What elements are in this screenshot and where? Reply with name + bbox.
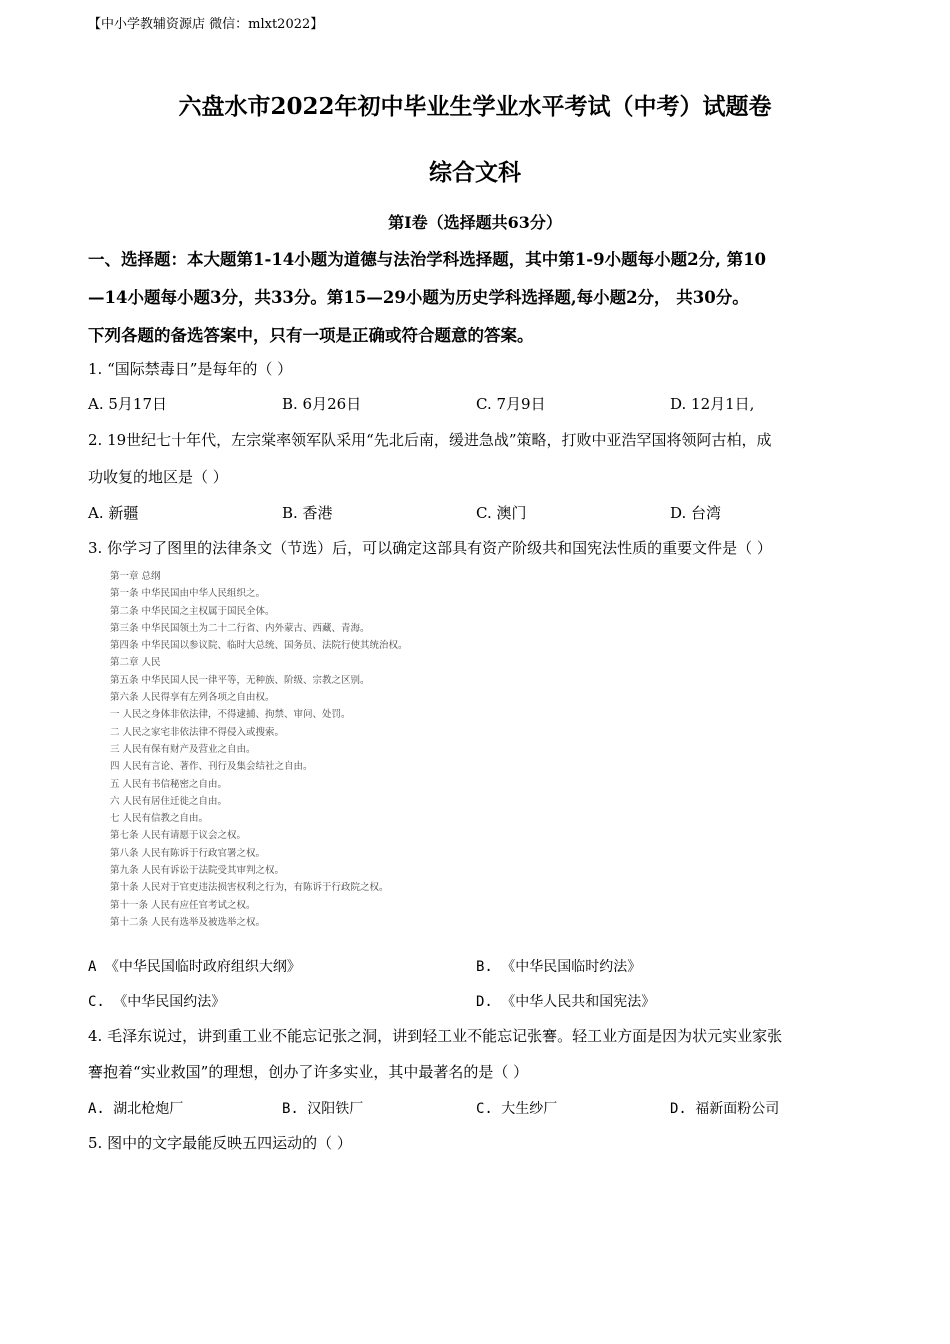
exam-subtitle: 综合文科 xyxy=(429,159,521,186)
law-line: 第十二条 人民有选举及被选举之权。 xyxy=(110,916,266,928)
law-line: 第九条 人民有诉讼于法院受其审判之权。 xyxy=(110,865,285,877)
law-line: 第七条 人民有请愿于议会之权。 xyxy=(110,830,247,842)
law-line: 三 人民有保有财产及营业之自由。 xyxy=(110,743,256,755)
law-line: 第三条 中华民国领土为二十二行省、内外蒙古、西藏、青海。 xyxy=(110,622,370,634)
question-3-stem: 3. 你学习了图里的法律条文（节选）后，可以确定这部具有资产阶级共和国宪法性质的重要文件是（ ） xyxy=(88,539,772,557)
law-line: 第一条 中华民国由中华人民组织之。 xyxy=(110,588,266,600)
question-2-stem: 功收复的地区是（ ） xyxy=(88,468,228,486)
law-line: 第二章 人民 xyxy=(110,657,161,669)
law-line: 四 人民有言论、著作、刊行及集会结社之自由。 xyxy=(110,761,313,773)
question-1-stem: 1. “国际禁毒日”是每年的（ ） xyxy=(88,360,293,378)
instruction-line: 下列各题的备选答案中，只有一项是正确或符合题意的答案。 xyxy=(88,326,534,345)
law-line: 六 人民有居住迁徙之自由。 xyxy=(110,795,228,807)
law-line: 一 人民之身体非依法律，不得逮捕、拘禁、审问、处罚。 xyxy=(110,709,351,721)
instruction-line: 一、选择题：本大题第1-14小题为道德与法治学科选择题，其中第1-9小题每小题2分, 第10 xyxy=(88,250,767,269)
law-line: 第四条 中华民国以参议院、临时大总统、国务员、法院行使其统治权。 xyxy=(110,640,408,652)
q2-option-c: C. 澳门 xyxy=(476,504,527,522)
question-5-stem: 5. 图中的文字最能反映五四运动的（ ） xyxy=(88,1134,352,1152)
law-text-figure xyxy=(110,568,408,931)
law-line: 七 人民有信教之自由。 xyxy=(110,813,209,825)
q3-option-d: D. 《中华人民共和国宪法》 xyxy=(476,994,656,1010)
question-4-stem: 4. 毛泽东说过，讲到重工业不能忘记张之洞，讲到轻工业不能忘记张謇。轻工业方面是因为状元实业家张 xyxy=(88,1027,783,1045)
law-line: 二 人民之家宅非依法律不得侵入或搜索。 xyxy=(110,726,285,738)
q3-option-c: C. 《中华民国约法》 xyxy=(88,994,226,1010)
q4-option-d: D. 福新面粉公司 xyxy=(670,1101,780,1117)
law-line: 第一章 总纲 xyxy=(110,571,161,582)
q1-option-b: B. 6月26日 xyxy=(282,395,362,413)
q2-option-a: A. 新疆 xyxy=(88,504,139,522)
q4-option-c: C. 大生纱厂 xyxy=(476,1101,558,1117)
law-line: 第五条 中华民国人民一律平等，无种族、阶级、宗教之区别。 xyxy=(110,674,370,686)
law-line: 第十一条 人民有应任官考试之权。 xyxy=(110,899,256,911)
q1-option-d: D. 12月1日, xyxy=(670,395,755,413)
law-line: 五 人民有书信秘密之自由。 xyxy=(110,778,228,790)
question-2-stem: 2. 19世纪七十年代，左宗棠率领军队采用“先北后南，缓进急战”策略，打败中亚浩罕国将领阿古柏，成 xyxy=(88,431,772,449)
q1-option-a: A. 5月17日 xyxy=(88,395,167,413)
q2-option-b: B. 香港 xyxy=(282,504,333,522)
exam-title: 六盘水市2022年初中毕业生学业水平考试（中考）试题卷 xyxy=(178,93,772,120)
q3-option-a: A 《中华民国临时政府组织大纲》 xyxy=(88,959,301,975)
header-note: 【中小学教辅资源店 微信：mlxt2022】 xyxy=(88,17,324,32)
law-line: 第八条 人民有陈诉于行政官署之权。 xyxy=(110,847,266,859)
q4-option-b: B. 汉阳铁厂 xyxy=(282,1101,364,1117)
instruction-line: —14小题每小题3分，共33分。第15—29小题为历史学科选择题,每小题2分， 共30分。 xyxy=(88,288,749,307)
section-title: 第Ⅰ卷（选择题共63分） xyxy=(388,213,562,232)
law-line: 第二条 中华民国之主权属于国民全体。 xyxy=(110,605,275,617)
q1-option-c: C. 7月9日 xyxy=(476,395,546,413)
law-line: 第十条 人民对于官吏违法损害权利之行为，有陈诉于行政院之权。 xyxy=(110,882,389,894)
q3-option-b: B. 《中华民国临时约法》 xyxy=(476,959,642,975)
q2-option-d: D. 台湾 xyxy=(670,504,722,522)
law-line: 第六条 人民得享有左列各项之自由权。 xyxy=(110,692,275,704)
q4-option-a: A. 湖北枪炮厂 xyxy=(88,1101,184,1117)
question-4-stem: 謇抱着“实业救国”的理想，创办了许多实业，其中最著名的是（ ） xyxy=(88,1063,529,1081)
